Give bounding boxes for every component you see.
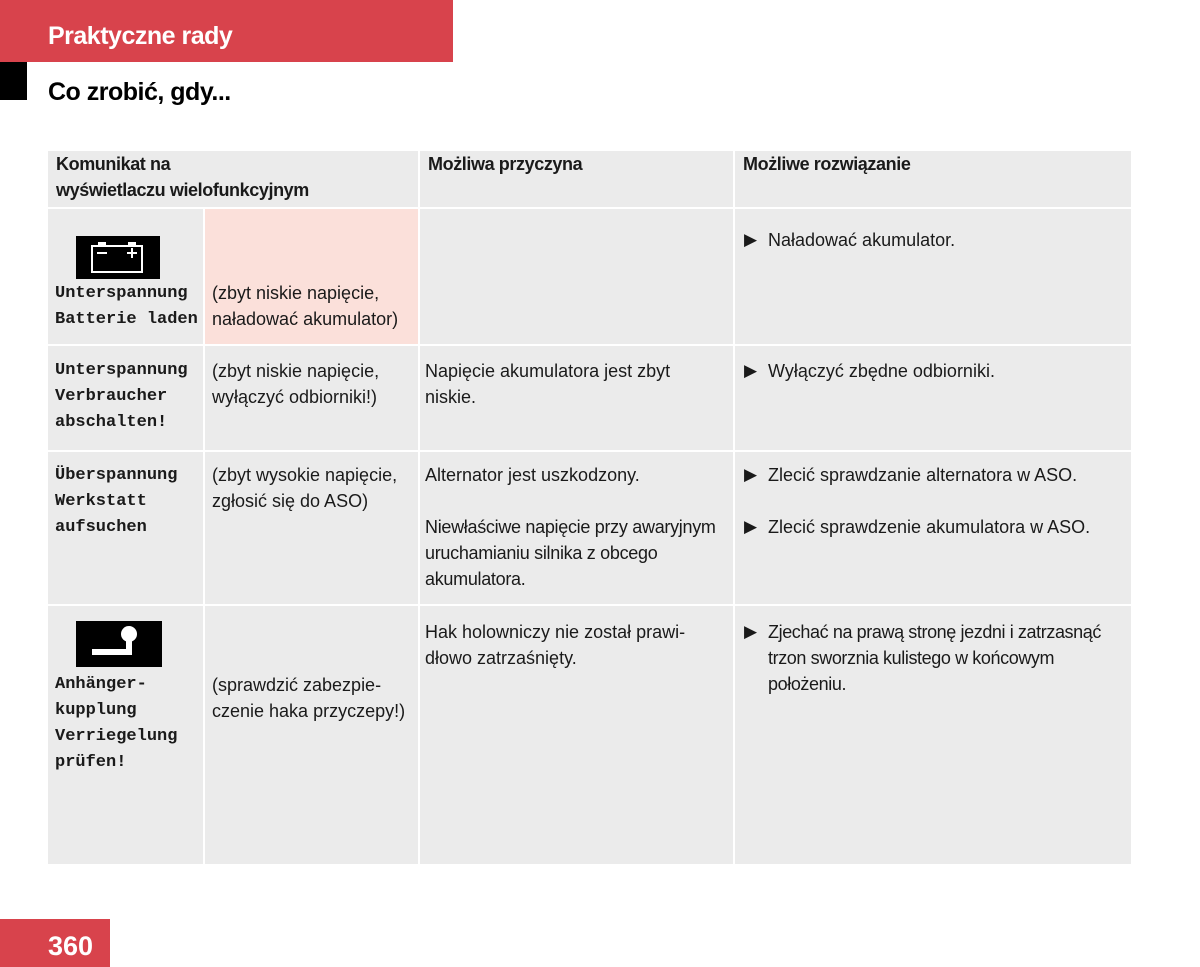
row2-solution xyxy=(744,358,995,384)
row3-message: Überspannung Werkstatt aufsuchen xyxy=(55,466,178,537)
row3-cause-cell xyxy=(420,452,733,604)
solution-text: Naładować akumulator. xyxy=(768,230,956,250)
page-number-badge xyxy=(0,919,110,967)
row4-translation: (sprawdzić zabezpie- czenie haka przyczepy!) xyxy=(212,675,406,721)
row3-translation-cell xyxy=(205,452,418,604)
row3-translation: (zbyt wysokie napięcie, zgłosić się do ASO) xyxy=(212,465,398,511)
row3-cause-2: Niewłaściwe napięcie przy awaryjnym uruchamianiu silnika z obcego akumulatora. xyxy=(425,517,716,589)
row3-solution-cell xyxy=(735,452,1131,604)
section-title: Praktyczne rady xyxy=(48,22,233,50)
row3-cause-1: Alternator jest uszkodzony. xyxy=(425,465,640,485)
row3-solution-2 xyxy=(744,514,1090,540)
solution-text: Zjechać na prawą stronę jezdni i zatrzasnąć trzon sworznia kulistego w końcowym położeniu. xyxy=(768,622,1101,694)
header-message: Komunikat na wyświetlaczu wielofunkcyjnym xyxy=(48,151,418,207)
row3-solution-1 xyxy=(744,462,1077,488)
row3-message-cell xyxy=(48,452,203,604)
row1-cause-cell xyxy=(420,209,733,344)
header-solution: Możliwe rozwiązanie xyxy=(735,151,1131,207)
row1-translation: (zbyt niskie napięcie, naładować akumulator) xyxy=(212,283,399,329)
bullet-arrow-icon: ▶ xyxy=(744,517,758,536)
solution-text: Zlecić sprawdzenie akumulatora w ASO. xyxy=(768,517,1091,537)
row2-translation: (zbyt niskie napięcie, wyłączyć odbiorniki!) xyxy=(212,361,380,407)
row1-solution xyxy=(744,227,955,253)
header-cause: Możliwa przyczyna xyxy=(420,151,733,207)
row2-solution-cell xyxy=(735,346,1131,450)
trailer-hitch-icon xyxy=(76,621,162,667)
section-header xyxy=(0,0,453,62)
row1-message-cell xyxy=(48,209,203,344)
bullet-arrow-icon: ▶ xyxy=(744,230,758,249)
side-marker xyxy=(0,62,27,100)
row4-cause: Hak holowniczy nie został prawi- dłowo zatrzaśnięty. xyxy=(425,622,686,668)
row4-message-cell xyxy=(48,606,203,864)
row2-cause-cell xyxy=(420,346,733,450)
row2-message-cell xyxy=(48,346,203,450)
row4-solution xyxy=(744,619,1101,697)
battery-icon xyxy=(76,236,160,279)
bullet-arrow-icon: ▶ xyxy=(744,622,757,641)
solution-text: Zlecić sprawdzanie alternatora w ASO. xyxy=(768,465,1078,485)
row4-solution-cell xyxy=(735,606,1131,864)
bullet-arrow-icon: ▶ xyxy=(744,361,758,380)
row2-message: Unterspannung Verbraucher abschalten! xyxy=(55,361,188,432)
bullet-arrow-icon: ▶ xyxy=(744,465,758,484)
row1-translation-cell xyxy=(205,209,418,344)
page-number: 360 xyxy=(48,931,94,961)
row2-cause: Napięcie akumulatora jest zbyt niskie. xyxy=(425,361,671,407)
row4-cause-cell xyxy=(420,606,733,864)
row4-message: Anhänger- kupplung Verriegelung prüfen! xyxy=(55,675,178,772)
row1-message: Unterspannung Batterie laden xyxy=(55,284,198,329)
row2-translation-cell xyxy=(205,346,418,450)
page-subtitle: Co zrobić, gdy... xyxy=(48,78,231,106)
row4-translation-cell xyxy=(205,606,418,864)
row1-solution-cell xyxy=(735,209,1131,344)
solution-text: Wyłączyć zbędne odbiorniki. xyxy=(768,361,995,381)
